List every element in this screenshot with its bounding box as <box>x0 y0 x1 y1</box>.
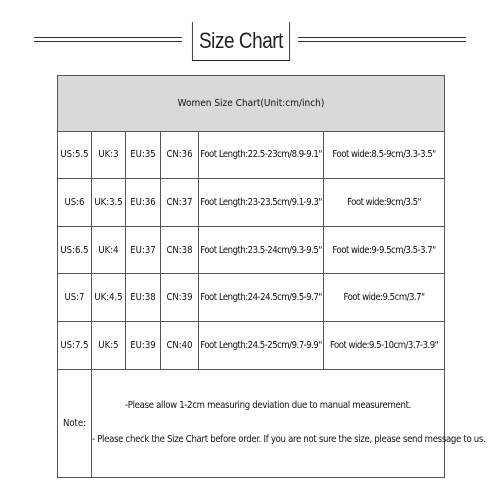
foot-length-cell: Foot Length:23.5-24cm/9.3-9.5" <box>199 226 324 274</box>
title-rule-left-bottom <box>34 41 182 42</box>
note-text: -Please allow 1-2cm measuring deviation due to manual measurement. <box>124 400 412 412</box>
notes-cell <box>92 369 486 477</box>
eu-size-cell: EU:39 <box>126 322 161 370</box>
note-text: - Please check the Size Chart before order. If you are not sure the size, please send message to us. <box>92 434 486 446</box>
foot-width-cell: Foot wide:9.5cm/3.7" <box>324 274 445 322</box>
eu-size-cell: EU:38 <box>126 274 161 322</box>
size-chart-title: Size Chart <box>192 22 290 61</box>
cn-size-cell: CN:39 <box>161 274 199 322</box>
us-size-cell: US:6 <box>58 179 92 227</box>
uk-size-cell: UK:5 <box>92 322 126 370</box>
cn-size-cell: CN:38 <box>161 226 199 274</box>
foot-length-cell: Foot Length:23-23.5cm/9.1-9.3" <box>199 179 324 227</box>
table-row <box>58 322 445 370</box>
eu-size-cell: EU:35 <box>126 131 161 179</box>
cn-size-cell: CN:37 <box>161 179 199 227</box>
note-label: Note: <box>58 369 92 477</box>
foot-width-cell: Foot wide:8.5-9cm/3.3-3.5" <box>324 131 445 179</box>
foot-length-cell: Foot Length:22.5-23cm/8.9-9.1" <box>199 131 324 179</box>
foot-width-cell: Foot wide:9cm/3.5" <box>324 179 445 227</box>
table-row <box>58 131 445 179</box>
eu-size-cell: EU:36 <box>126 179 161 227</box>
foot-length-cell: Foot Length:24.5-25cm/9.7-9.9" <box>199 322 324 370</box>
us-size-cell: US:6.5 <box>58 226 92 274</box>
uk-size-cell: UK:4 <box>92 226 126 274</box>
note-row <box>58 369 445 477</box>
us-size-cell: US:7.5 <box>58 322 92 370</box>
foot-length-cell: Foot Length:24-24.5cm/9.5-9.7" <box>199 274 324 322</box>
table-row <box>58 274 445 322</box>
eu-size-cell: EU:37 <box>126 226 161 274</box>
title-rule-right-bottom <box>298 41 466 42</box>
uk-size-cell: UK:3.5 <box>92 179 126 227</box>
table-row <box>58 179 445 227</box>
cn-size-cell: CN:36 <box>161 131 199 179</box>
uk-size-cell: UK:4.5 <box>92 274 126 322</box>
table-header: Women Size Chart(Unit:cm/inch) <box>58 76 445 132</box>
table-row <box>58 226 445 274</box>
us-size-cell: US:5.5 <box>58 131 92 179</box>
us-size-cell: US:7 <box>58 274 92 322</box>
uk-size-cell: UK:3 <box>92 131 126 179</box>
cn-size-cell: CN:40 <box>161 322 199 370</box>
title-rule-right-top <box>298 37 466 38</box>
title-rule-left-top <box>34 37 182 38</box>
size-chart-table <box>57 75 486 478</box>
foot-width-cell: Foot wide:9.5-10cm/3.7-3.9" <box>324 322 445 370</box>
foot-width-cell: Foot wide:9-9.5cm/3.5-3.7" <box>324 226 445 274</box>
